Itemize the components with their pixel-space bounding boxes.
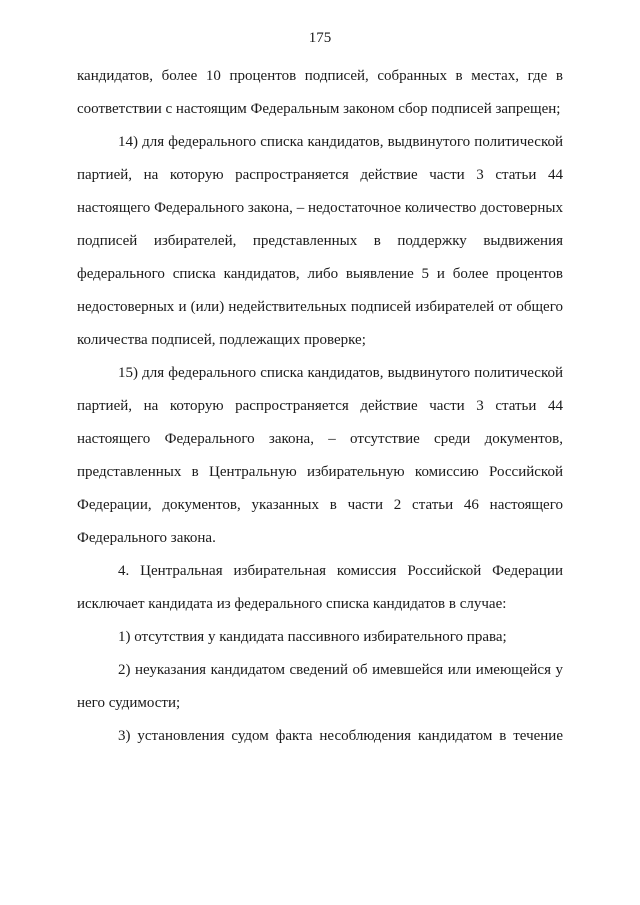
page-number: 175 — [308, 30, 332, 46]
paragraph-item-3: 3) установления судом факта несоблюдения кандидатом в течение — [118, 728, 563, 744]
document-body — [77, 60, 563, 753]
paragraph-item-14: 14) для федерального списка кандидатов, выдвинутого политической партией, на которую распространяется действие части 3 статьи 44 настоящего Федерального закона, – недостаточное количество достоверных подписей избирателей, представленных в поддержку выдвижения федерального списка кандидатов, либо выявление 5 и более процентов недостоверных и (или) недействительных подписей избирателей от общего количества подписей, подлежащих проверке; — [77, 134, 563, 348]
paragraph-continuation: кандидатов, более 10 процентов подписей, собранных в местах, где в соответствии с настоящим Федеральным законом сбор подписей запрещен; — [77, 68, 563, 117]
paragraph-item-1: 1) отсутствия у кандидата пассивного избирательного права; — [118, 629, 507, 645]
paragraph-section-4: 4. Центральная избирательная комиссия Российской Федерации исключает кандидата из федерального списка кандидатов в случае: — [77, 563, 563, 612]
paragraph-item-15: 15) для федерального списка кандидатов, выдвинутого политической партией, на которую распространяется действие части 3 статьи 44 настоящего Федерального закона, – отсутствие среди документов, представленных в Центральную избирательную комиссию Российской Федерации, документов, указанных в части 2 статьи 46 настоящего Федерального закона. — [77, 365, 563, 546]
paragraph-item-2: 2) неуказания кандидатом сведений об имевшейся или имеющейся у него судимости; — [77, 662, 563, 711]
